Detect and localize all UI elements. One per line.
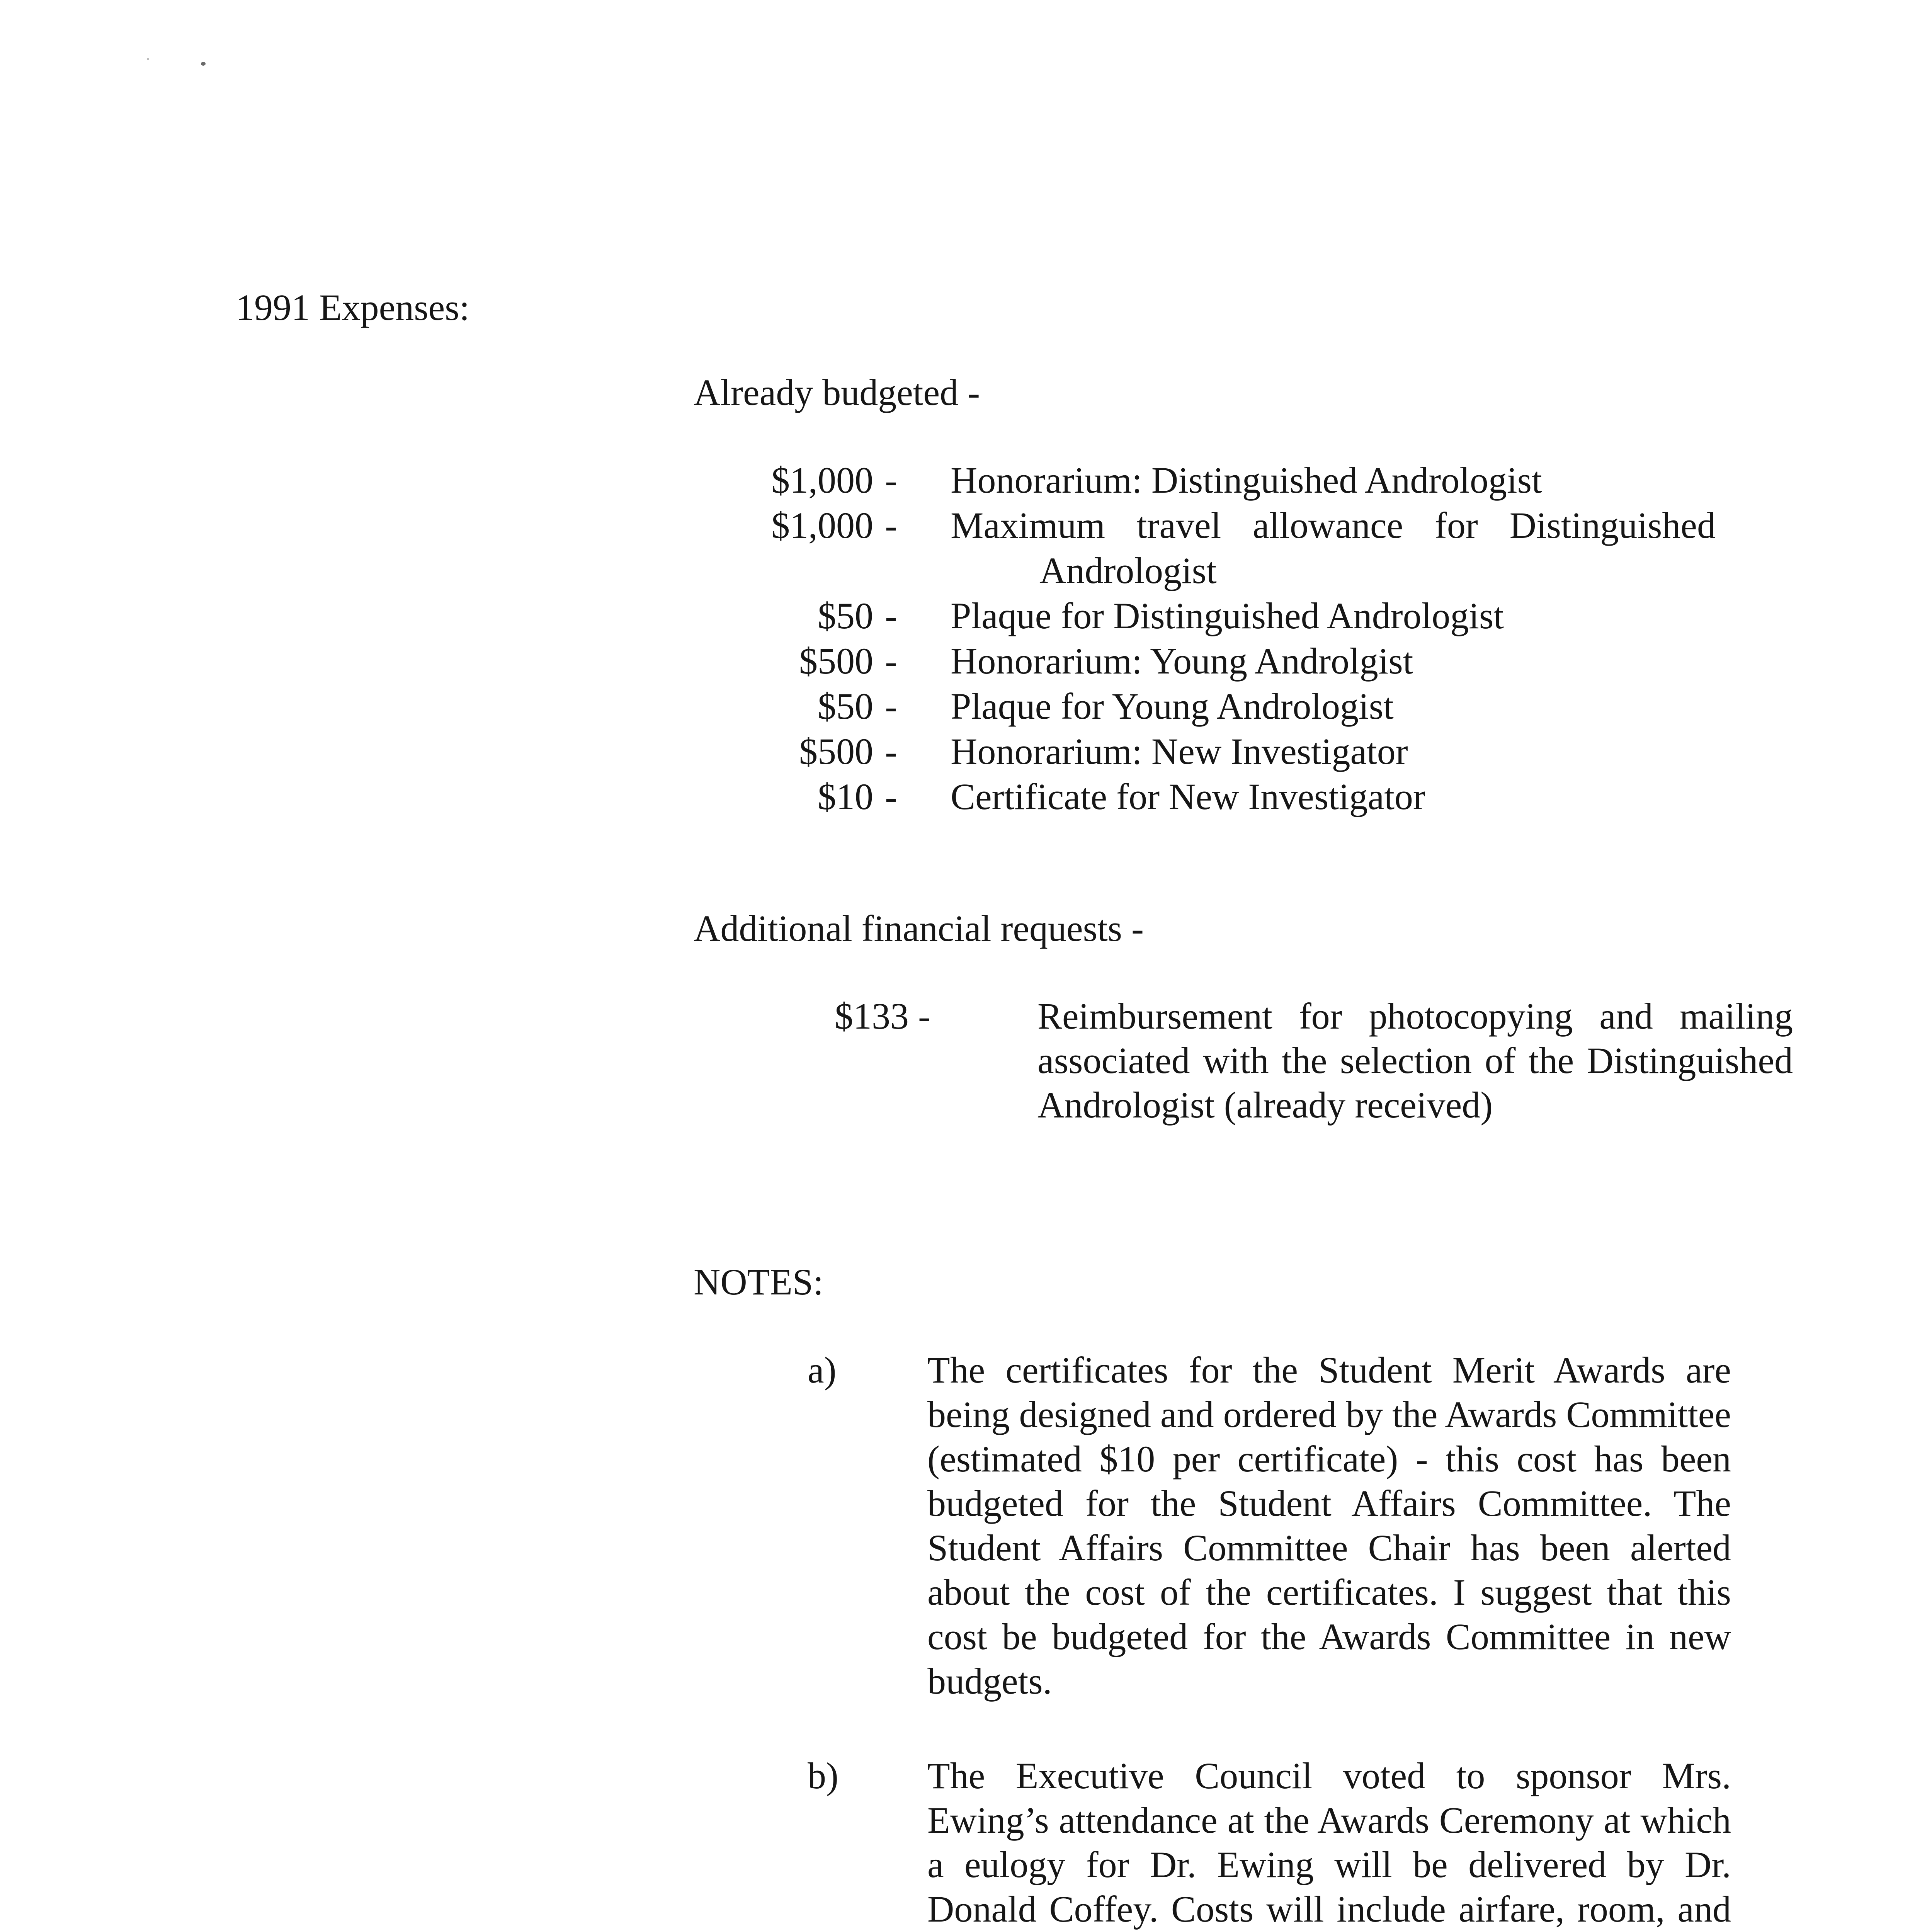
note-letter: a) [808,1349,837,1391]
request-amount: $133 - [835,995,930,1037]
expenses-heading: 1991 Expenses: [236,287,470,328]
budget-amount: $500 [799,640,873,682]
budget-item [502,774,1739,820]
budget-description: Andrologist [1039,550,1217,591]
note-text: The certificates for the Student Merit Awards are being designed and ordered by the Awards Committee (estimated $10 per certificate) - this cost has been budgeted for the Student Affairs Committee. The Student Affairs Committee Chair has been alerted about the cost of the certificates. I suggest that this cost be budgeted for the Awards Committee in new budgets. [927,1349,1731,1702]
already-budgeted-label: Already budgeted - [694,372,980,413]
budget-amount: $1,000 [771,505,873,546]
note-item [808,1753,1743,1932]
budget-amount: $50 [818,595,873,636]
scan-speck [201,62,206,66]
budget-description: Plaque for Distinguished Andrologist [951,595,1504,636]
scan-speck [147,58,149,60]
separator: - [885,731,897,772]
separator: - [885,776,897,817]
financial-request-item [835,994,1793,1175]
budget-item [502,458,1739,503]
separator: - [885,595,897,636]
budget-item-continuation [502,548,1739,594]
budget-amount: $500 [799,731,873,772]
budget-item [502,594,1739,639]
budget-description: Honorarium: Distinguished Andrologist [951,459,1542,501]
budget-description: Honorarium: New Investigator [951,731,1408,772]
separator: - [885,640,897,682]
budget-item [502,729,1739,774]
budget-amount: $1,000 [771,459,873,501]
budget-description: Honorarium: Young Androlgist [951,640,1413,682]
separator: - [885,459,897,501]
note-item [808,1348,1743,1707]
budget-item [502,639,1739,684]
already-budgeted-list [502,458,1739,820]
budget-item [502,503,1739,548]
budget-description: Plaque for Young Andrologist [951,685,1394,727]
separator: - [885,685,897,727]
note-letter: b) [808,1755,838,1796]
request-description: Reimbursement for photocopying and mailing associated with the selection of the Distinguished Andrologist (already received) [1037,995,1793,1126]
budget-item [502,684,1739,729]
additional-requests-label: Additional financial requests - [694,908,1144,949]
budget-description: Certificate for New Investigator [951,776,1425,817]
note-text: The Executive Council voted to sponsor Mrs. Ewing’s attendance at the Awards Ceremony at which a eulogy for Dr. Ewing will be delivered by Dr. Donald Coffey. Costs will include airfare, room, and [927,1755,1731,1930]
budget-amount: $10 [818,776,873,817]
separator: - [885,505,897,546]
budget-description: Maximum travel allowance for Distinguished [951,505,1716,546]
notes-label: NOTES: [694,1261,823,1303]
budget-amount: $50 [818,685,873,727]
